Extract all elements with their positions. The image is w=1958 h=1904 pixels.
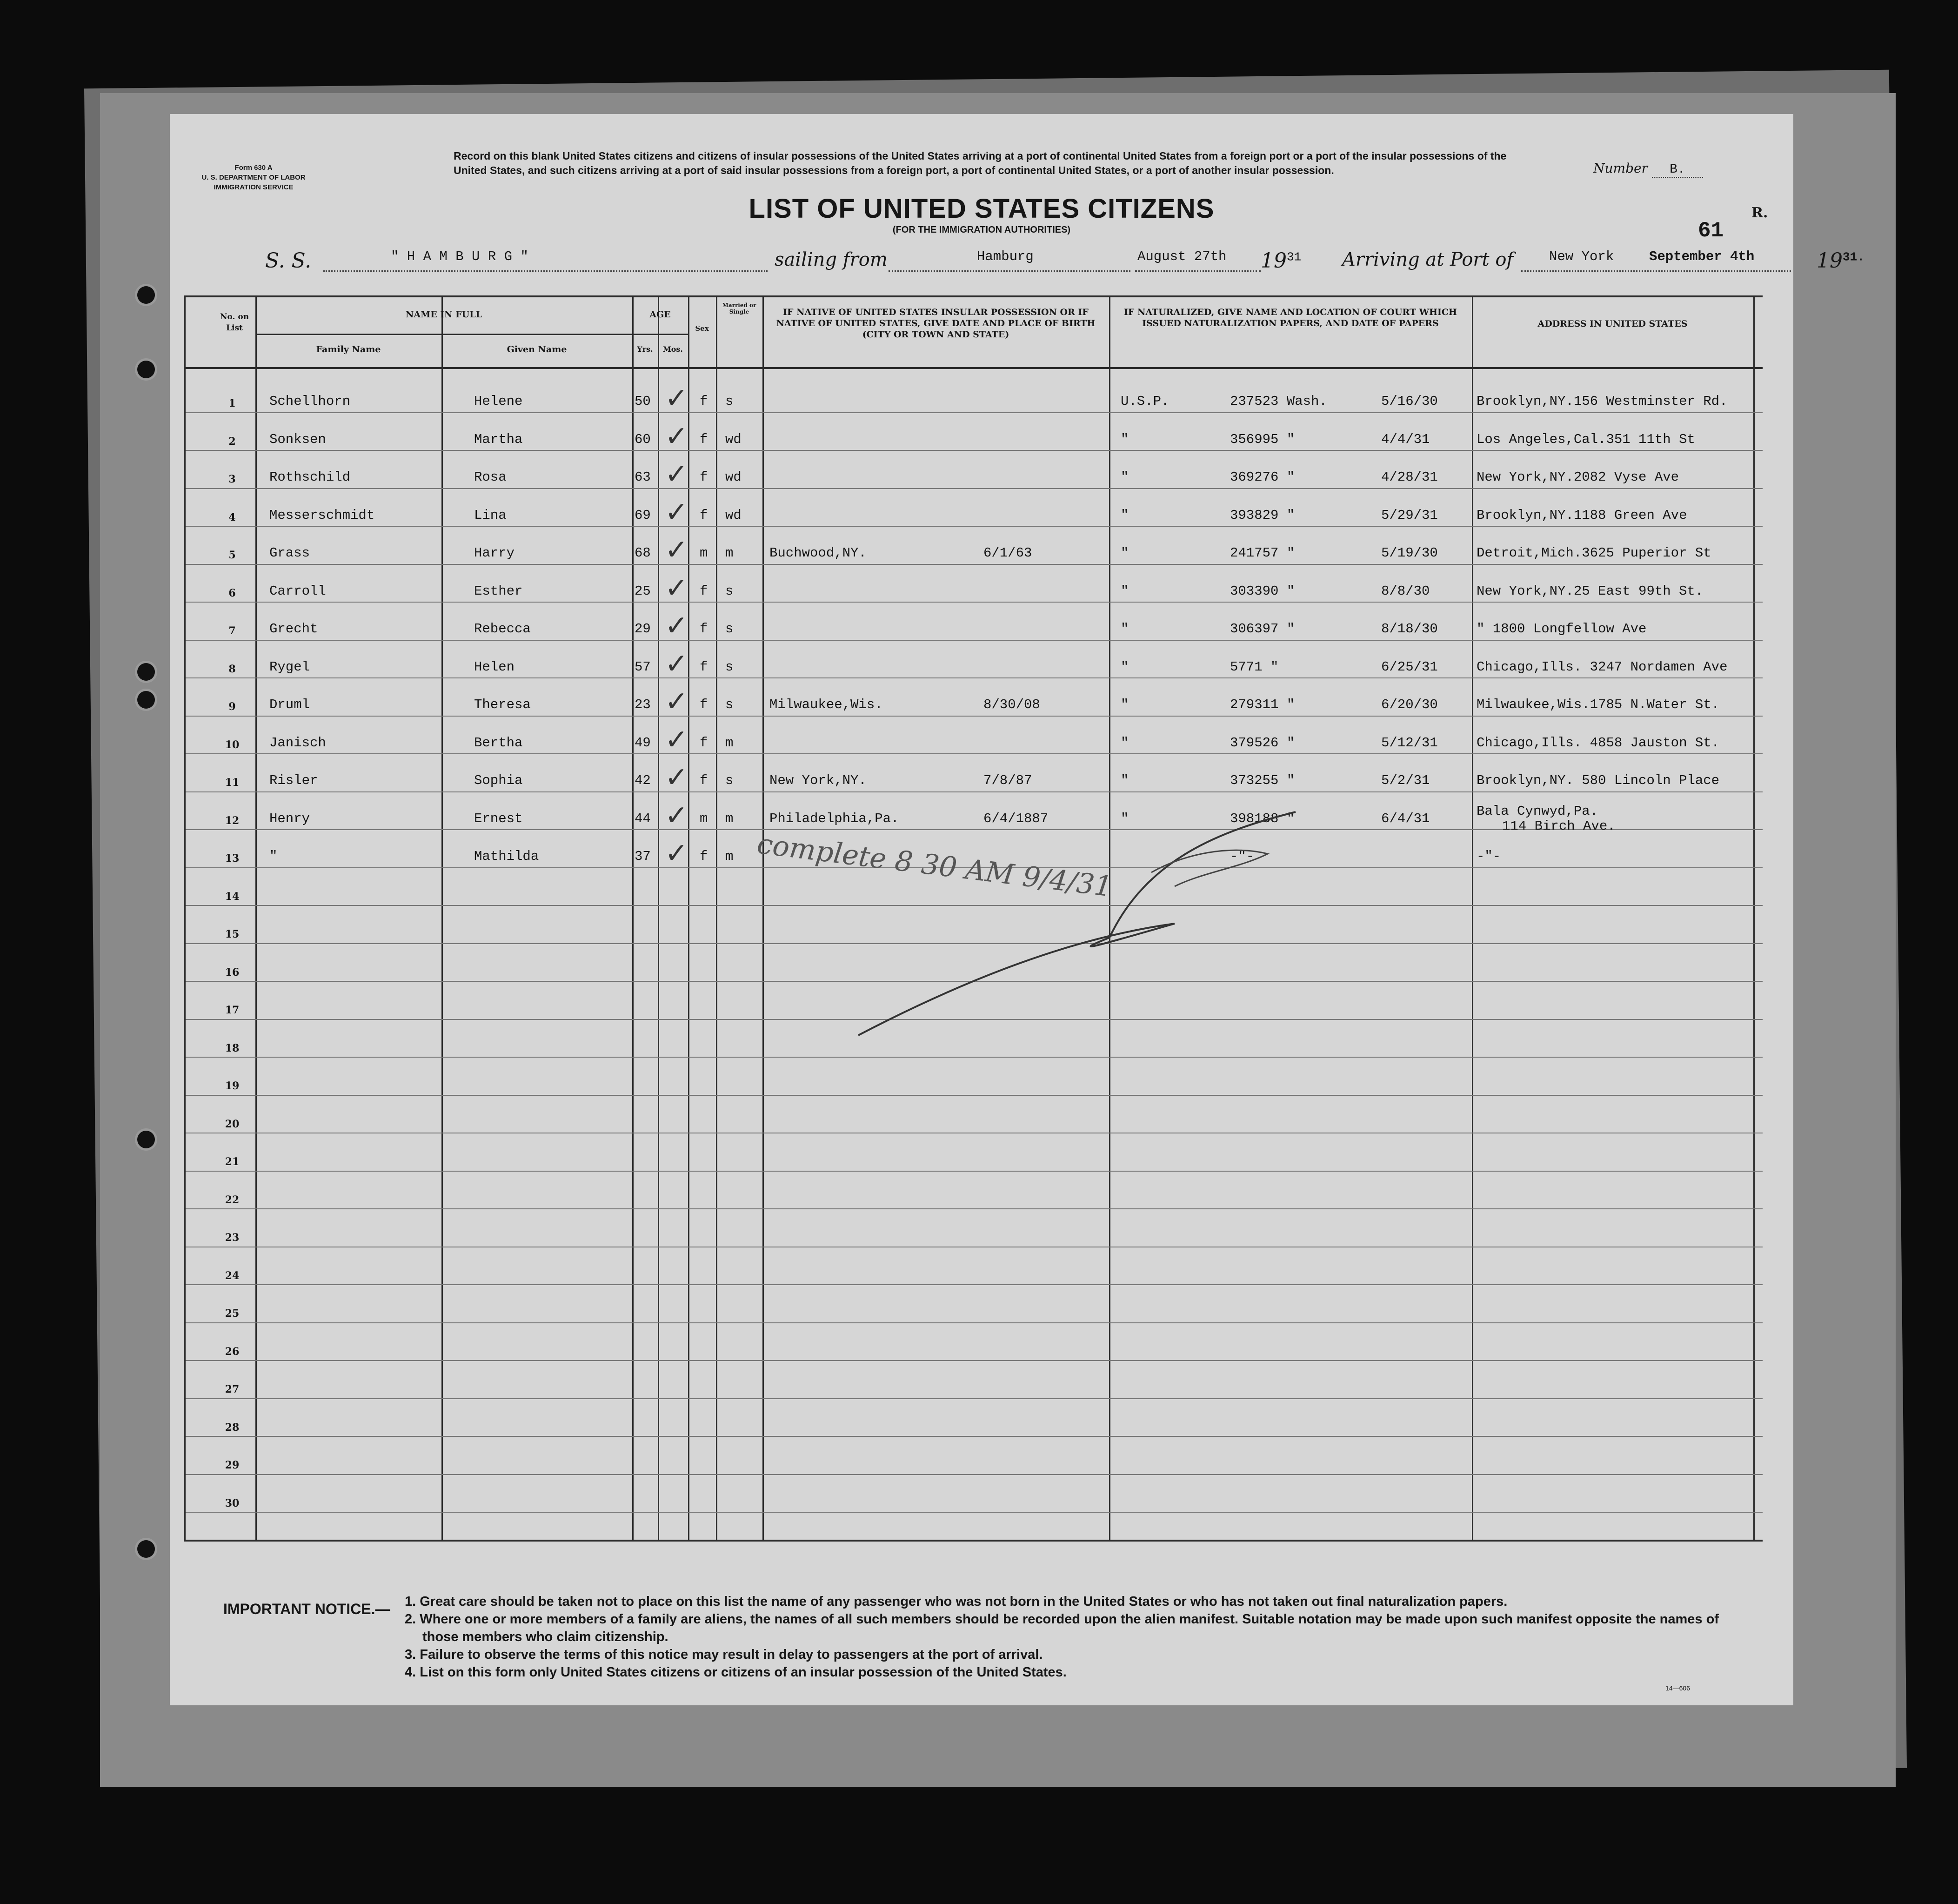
paper-date: 6/4/31	[1381, 811, 1430, 826]
row-rule	[186, 1436, 1763, 1437]
certificate: -"-	[1230, 849, 1255, 864]
arrival-date: September 4th	[1649, 249, 1755, 264]
r-mark: R.	[1751, 205, 1768, 221]
paper-date: 6/20/30	[1381, 697, 1438, 712]
address: Los Angeles,Cal.351 11th St	[1477, 431, 1695, 447]
check-mark-icon: ✓	[665, 799, 688, 832]
header-no: No. on List	[220, 312, 249, 333]
paper-date: 5/12/31	[1381, 735, 1438, 751]
row-number: 4	[228, 511, 236, 523]
check-mark-icon: ✓	[665, 610, 688, 642]
punch-hole	[137, 361, 155, 378]
given-name: Ernest	[474, 811, 523, 826]
row-number: 12	[225, 814, 240, 827]
row-number: 27	[225, 1383, 240, 1395]
certificate: 398188 "	[1230, 811, 1295, 826]
age-years: 69	[635, 507, 651, 523]
year-prefix: 19	[1261, 249, 1287, 273]
row-number: 9	[228, 701, 236, 713]
row-number: 20	[225, 1118, 240, 1130]
service: IMMIGRATION SERVICE	[214, 183, 294, 191]
row-rule	[186, 716, 1763, 717]
paper-date: 8/18/30	[1381, 621, 1438, 637]
row-rule	[186, 677, 1763, 678]
certificate: 356995 "	[1230, 431, 1295, 447]
paper-date: 5/29/31	[1381, 507, 1438, 523]
row-rule	[186, 791, 1763, 792]
row-number: 13	[225, 852, 240, 865]
paper-date: 5/2/31	[1381, 773, 1430, 788]
row-rule	[186, 753, 1763, 754]
check-mark-icon: ✓	[665, 723, 688, 756]
court: "	[1121, 773, 1129, 788]
court: "	[1121, 621, 1129, 637]
sex: f	[700, 394, 708, 409]
row-number: 15	[225, 928, 240, 940]
birth-date: 6/4/1887	[983, 811, 1049, 826]
court: "	[1121, 431, 1129, 447]
age-years: 68	[635, 545, 651, 561]
court: "	[1121, 545, 1129, 561]
check-mark-icon: ✓	[665, 647, 688, 680]
certificate: 306397 "	[1230, 621, 1295, 637]
column-rule	[441, 297, 443, 1540]
certificate: 237523 Wash.	[1230, 394, 1327, 409]
number-field	[1593, 161, 1703, 178]
row-number: 21	[225, 1156, 240, 1168]
arriving-label: Arriving at Port of	[1342, 249, 1514, 270]
age-years: 44	[635, 811, 651, 826]
column-rule	[255, 297, 257, 1540]
number-label: Number	[1593, 161, 1648, 176]
row-rule	[186, 1360, 1763, 1361]
sex: f	[700, 735, 708, 751]
age-years: 60	[635, 431, 651, 447]
column-rule	[1753, 297, 1755, 1540]
row-rule	[186, 1512, 1763, 1513]
row-number: 1	[228, 397, 236, 409]
row-number: 30	[225, 1497, 240, 1509]
row-rule	[186, 1322, 1763, 1323]
row-number: 14	[225, 890, 240, 903]
court: "	[1121, 659, 1129, 675]
given-name: Sophia	[474, 773, 523, 788]
punch-hole	[137, 1131, 155, 1148]
sailing-label: sailing from	[775, 249, 888, 270]
header-mos: Mos.	[663, 345, 683, 354]
age-years: 29	[635, 621, 651, 637]
check-mark-icon: ✓	[665, 458, 688, 490]
row-rule	[186, 602, 1763, 603]
certificate: 241757 "	[1230, 545, 1295, 561]
row-rule	[186, 1208, 1763, 1209]
row-number: 7	[228, 625, 236, 637]
age-years: 57	[635, 659, 651, 675]
given-name: Bertha	[474, 735, 523, 751]
family-name: Grass	[269, 545, 310, 561]
row-rule	[186, 1171, 1763, 1172]
row-rule	[186, 1474, 1763, 1475]
column-rule	[1472, 297, 1473, 1540]
marital-status: m	[725, 735, 734, 751]
punch-hole	[137, 1540, 155, 1558]
row-rule	[186, 1398, 1763, 1399]
certificate: 5771 "	[1230, 659, 1279, 675]
court: U.S.P.	[1121, 394, 1169, 409]
birth-date: 7/8/87	[983, 773, 1032, 788]
marital-status: wd	[725, 469, 742, 485]
notice-item: 2. Where one or more members of a family are aliens, the names of all such members should be recorded upon the alien manifest. Suitable notation may be made upon such manifest opposite the names of those members who claim citizenship.	[405, 1612, 1719, 1644]
check-mark-icon: ✓	[665, 534, 688, 566]
page-subtitle: (FOR THE IMMIGRATION AUTHORITIES)	[892, 225, 1071, 235]
sex: f	[700, 773, 708, 788]
row-number: 23	[225, 1232, 240, 1244]
notice-list	[405, 1593, 1735, 1681]
age-years: 25	[635, 583, 651, 599]
row-number: 8	[228, 663, 236, 675]
year-field	[1261, 249, 1301, 273]
ship-name: " H A M B U R G "	[391, 249, 528, 264]
sex: f	[700, 507, 708, 523]
dotted-line	[1135, 270, 1261, 272]
arrival-port: New York	[1549, 249, 1614, 264]
court: "	[1121, 735, 1129, 751]
paper-date: 5/19/30	[1381, 545, 1438, 561]
punch-hole	[137, 663, 155, 681]
given-name: Rosa	[474, 469, 507, 485]
notice-item: 1. Great care should be taken not to place on this list the name of any passenger who was not born in the United States or who has not taken out final naturalization papers.	[405, 1594, 1508, 1609]
address-line-2: 114 Birch Ave.	[1502, 818, 1616, 834]
marital-status: s	[725, 621, 734, 637]
address: Bala Cynwyd,Pa.	[1477, 803, 1598, 819]
family-name: "	[269, 849, 278, 864]
column-rule	[688, 297, 689, 1540]
year-suffix: 31	[1287, 250, 1302, 264]
row-number: 11	[225, 777, 240, 789]
departure-port: Hamburg	[977, 249, 1034, 264]
form-code: 14—606	[1665, 1684, 1690, 1692]
header-name: NAME IN FULL	[406, 309, 482, 320]
row-number: 16	[225, 966, 240, 979]
header-family: Family Name	[316, 344, 381, 355]
given-name: Helen	[474, 659, 515, 675]
row-rule	[186, 640, 1763, 641]
number-value: B.	[1652, 162, 1703, 178]
row-number: 24	[225, 1269, 240, 1282]
check-mark-icon: ✓	[665, 420, 688, 453]
handwritten-annotation: complete 8 30 AM 9/4/31	[755, 827, 1114, 904]
family-name: Henry	[269, 811, 310, 826]
header-yrs: Yrs.	[637, 345, 653, 354]
manifest-page	[170, 114, 1864, 1705]
form-id-block	[198, 163, 309, 192]
check-mark-icon: ✓	[665, 382, 688, 415]
row-rule	[186, 1284, 1763, 1285]
sex: f	[700, 431, 708, 447]
row-number: 2	[228, 435, 236, 448]
row-number: 5	[228, 549, 236, 561]
age-years: 42	[635, 773, 651, 788]
check-mark-icon: ✓	[665, 837, 688, 870]
paper-date: 6/25/31	[1381, 659, 1438, 675]
address: New York,NY.2082 Vyse Ave	[1477, 469, 1679, 485]
address: Chicago,Ills. 4858 Jauston St.	[1477, 735, 1720, 751]
certificate: 369276 "	[1230, 469, 1295, 485]
age-years: 37	[635, 849, 651, 864]
certificate: 379526 "	[1230, 735, 1295, 751]
certificate: 279311 "	[1230, 697, 1295, 712]
age-years: 49	[635, 735, 651, 751]
year2-field	[1817, 249, 1864, 273]
birth-date: 6/1/63	[983, 545, 1032, 561]
court: "	[1121, 697, 1129, 712]
given-name: Harry	[474, 545, 515, 561]
row-number: 26	[225, 1345, 240, 1358]
inspector-signature	[849, 803, 1314, 1045]
marital-status: m	[725, 849, 734, 864]
sex: m	[700, 545, 708, 561]
sex: f	[700, 621, 708, 637]
check-mark-icon: ✓	[665, 571, 688, 604]
row-rule	[186, 412, 1763, 413]
court: "	[1121, 507, 1129, 523]
notice-item: 4. List on this form only United States citizens or citizens of an insular possession of the United States.	[405, 1665, 1067, 1680]
header-rule	[186, 367, 1763, 369]
family-name: Grecht	[269, 621, 318, 637]
sex: f	[700, 469, 708, 485]
marital-status: s	[725, 773, 734, 788]
given-name: Martha	[474, 431, 523, 447]
check-mark-icon: ✓	[665, 496, 688, 529]
check-mark-icon: ✓	[665, 761, 688, 794]
department: U. S. DEPARTMENT OF LABOR	[201, 174, 306, 181]
marital-status: m	[725, 545, 734, 561]
address: Detroit,Mich.3625 Puperior St	[1477, 545, 1711, 561]
marital-status: wd	[725, 431, 742, 447]
column-rule	[658, 297, 659, 1540]
paper-date: 4/28/31	[1381, 469, 1438, 485]
row-rule	[186, 526, 1763, 527]
address: Milwaukee,Wis.1785 N.Water St.	[1477, 697, 1720, 712]
address: -"-	[1477, 849, 1501, 864]
family-name: Rygel	[269, 659, 310, 675]
ss-label: S. S.	[265, 249, 312, 273]
row-rule	[186, 564, 1763, 565]
header-address: ADDRESS IN UNITED STATES	[1537, 319, 1688, 329]
form-number: Form 630 A	[234, 164, 273, 172]
header-age: AGE	[649, 309, 671, 320]
age-years: 50	[635, 394, 651, 409]
row-rule	[186, 488, 1763, 489]
header-married: Married or Single	[722, 302, 756, 315]
row-number: 10	[225, 738, 240, 751]
certificate: 303390 "	[1230, 583, 1295, 599]
sex: f	[700, 583, 708, 599]
address: New York,NY.25 East 99th St.	[1477, 583, 1704, 599]
notice-item: 3. Failure to observe the terms of this notice may result in delay to passengers at the port of arrival.	[405, 1647, 1043, 1662]
court: "	[1121, 811, 1129, 826]
family-name: Messerschmidt	[269, 507, 375, 523]
family-name: Carroll	[269, 583, 326, 599]
given-name: Lina	[474, 507, 507, 523]
address: Brooklyn,NY.1188 Green Ave	[1477, 507, 1687, 523]
marital-status: s	[725, 659, 734, 675]
court: "	[1121, 583, 1129, 599]
paper-date: 4/4/31	[1381, 431, 1430, 447]
paper-date: 5/16/30	[1381, 394, 1438, 409]
given-name: Mathilda	[474, 849, 539, 864]
header-birth: IF NATIVE OF UNITED STATES INSULAR POSSESSION OR IF NATIVE OF UNITED STATES, GIVE DATE AND PLACE OF BIRTH (CITY OR TOWN AND STATE)	[776, 307, 1096, 340]
birth-date: 8/30/08	[983, 697, 1040, 712]
row-number: 19	[225, 1080, 240, 1092]
subheader-rule	[632, 334, 688, 335]
check-mark-icon: ✓	[665, 685, 688, 718]
row-number: 3	[228, 473, 236, 485]
birth-place: Buchwood,NY.	[769, 545, 867, 561]
paper-date: 8/8/30	[1381, 583, 1430, 599]
subheader-rule	[255, 334, 632, 335]
notice-heading: IMPORTANT NOTICE.—	[223, 1601, 390, 1617]
court: "	[1121, 469, 1129, 485]
record-instructions: Record on this blank United States citizens and citizens of insular possessions of the United States arriving at a port of continental United States from a foreign port or a port of the insular possessions of the United States, and such citizens arriving at a port of said insular possessions from a foreign port, a port of continental United States, or a port of another insular possession.	[454, 150, 1507, 176]
sex: f	[700, 849, 708, 864]
family-name: Druml	[269, 697, 310, 712]
given-name: Rebecca	[474, 621, 531, 637]
marital-status: m	[725, 811, 734, 826]
header-sex: Sex	[695, 324, 709, 333]
row-rule	[186, 1057, 1763, 1058]
family-name: Sonksen	[269, 431, 326, 447]
row-number: 18	[225, 1042, 240, 1054]
marital-status: s	[725, 697, 734, 712]
year2-suffix: 31.	[1843, 250, 1864, 264]
column-rule	[716, 297, 717, 1540]
address: Brooklyn,NY.156 Westminster Rd.	[1477, 394, 1728, 409]
punch-hole	[137, 286, 155, 304]
sex: f	[700, 697, 708, 712]
departure-date: August 27th	[1137, 249, 1227, 264]
row-number: 22	[225, 1193, 240, 1206]
address: Brooklyn,NY. 580 Lincoln Place	[1477, 773, 1720, 788]
dotted-line	[889, 270, 1130, 272]
column-rule	[632, 297, 634, 1540]
marital-status: s	[725, 394, 734, 409]
punch-hole	[137, 691, 155, 709]
given-name: Theresa	[474, 697, 531, 712]
column-rule	[762, 297, 764, 1540]
page-number: 61	[1698, 219, 1724, 243]
header-naturalized: IF NATURALIZED, GIVE NAME AND LOCATION OF COURT WHICH ISSUED NATURALIZATION PAPERS, AND DATE OF PAPERS	[1124, 307, 1457, 329]
given-name: Helene	[474, 394, 523, 409]
marital-status: wd	[725, 507, 742, 523]
birth-place: Philadelphia,Pa.	[769, 811, 899, 826]
family-name: Schellhorn	[269, 394, 351, 409]
family-name: Janisch	[269, 735, 326, 751]
birth-place: Milwaukee,Wis.	[769, 697, 883, 712]
row-number: 28	[225, 1421, 240, 1434]
address: Chicago,Ills. 3247 Nordamen Ave	[1477, 659, 1728, 675]
page-title: LIST OF UNITED STATES CITIZENS	[748, 194, 1215, 224]
row-number: 6	[228, 587, 236, 599]
age-years: 63	[635, 469, 651, 485]
certificate: 393829 "	[1230, 507, 1295, 523]
header-given: Given Name	[507, 344, 567, 355]
family-name: Risler	[269, 773, 318, 788]
row-rule	[186, 450, 1763, 451]
dotted-line	[1521, 270, 1791, 272]
row-number: 25	[225, 1307, 240, 1320]
sex: f	[700, 659, 708, 675]
birth-place: New York,NY.	[769, 773, 867, 788]
address: " 1800 Longfellow Ave	[1477, 621, 1647, 637]
marital-status: s	[725, 583, 734, 599]
sex: m	[700, 811, 708, 826]
dotted-line	[323, 270, 768, 272]
row-number: 17	[225, 1004, 240, 1016]
year2-prefix: 19	[1817, 249, 1843, 273]
row-rule	[186, 1095, 1763, 1096]
age-years: 23	[635, 697, 651, 712]
family-name: Rothschild	[269, 469, 351, 485]
certificate: 373255 "	[1230, 773, 1295, 788]
given-name: Esther	[474, 583, 523, 599]
row-number: 29	[225, 1459, 240, 1471]
